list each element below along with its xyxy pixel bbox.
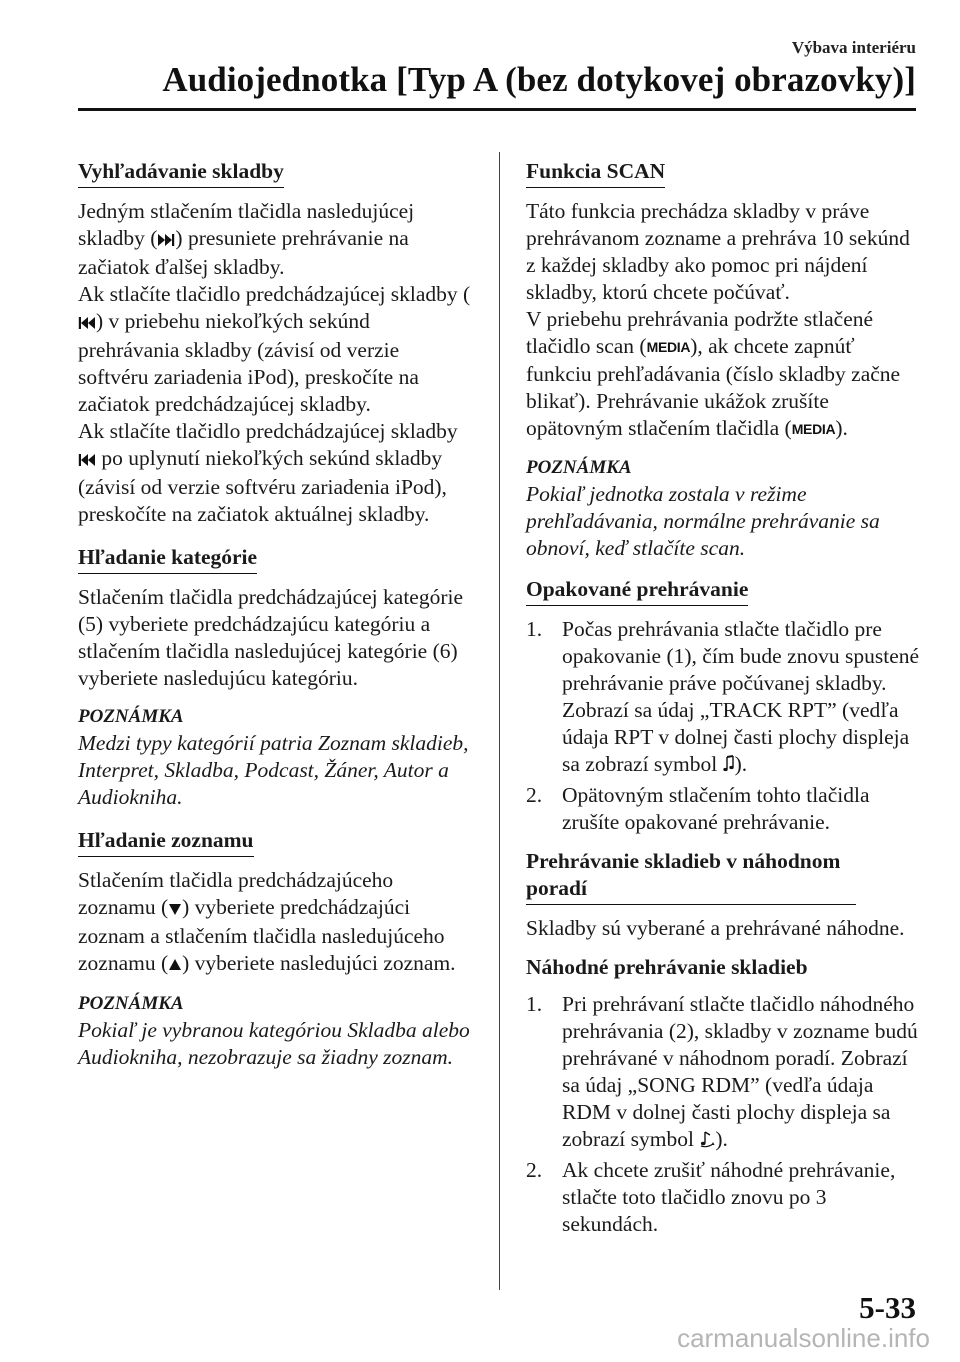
list-number: 2.	[526, 1157, 543, 1182]
text: Jedným stlačením tlačidla nasledujúcej skladby (	[78, 198, 415, 250]
watermark: carmanualsonline.info	[677, 1323, 930, 1353]
list-item	[526, 782, 920, 836]
note	[526, 455, 920, 562]
section-heading: Hľadanie zoznamu	[78, 827, 254, 857]
section-label: Výbava interiéru	[791, 38, 916, 57]
up-arrow-icon	[168, 952, 182, 979]
paragraph	[78, 867, 473, 979]
section-heading: Prehrávanie skladieb v náhodnom poradí	[526, 848, 856, 905]
scan-section	[526, 158, 920, 562]
text: po uplynutí niekoľkých sekúnd skladby (závisí od verzie softvéru zariadenia iPod), preskočíte na začiatok aktuálnej skladby.	[78, 445, 447, 526]
random-music-icon	[699, 1128, 715, 1155]
text: ), ak chcete zapnúť funkciu prehľadávania (číslo skladby začne blikať). Prehrávanie ukážok zrušíte opätovným stlačením tlačidla (	[526, 333, 901, 440]
list-number: 2.	[526, 782, 543, 807]
previous-track-icon	[78, 447, 96, 474]
section-heading: Hľadanie kategórie	[78, 544, 257, 574]
list-number: 1.	[526, 991, 543, 1016]
subheading: Náhodné prehrávanie skladieb	[526, 954, 808, 979]
page-title: Audiojednotka [Typ A (bez dotykovej obrazovky)]	[162, 60, 916, 99]
section-heading: Vyhľadávanie skladby	[78, 158, 284, 188]
paragraph	[78, 418, 473, 528]
paragraph	[78, 281, 473, 418]
category-search-section	[78, 544, 473, 811]
list-item	[526, 616, 920, 780]
text: ).	[734, 751, 748, 776]
header-rule	[78, 108, 916, 111]
previous-track-icon	[78, 310, 96, 337]
section-heading: Funkcia SCAN	[526, 158, 665, 188]
media-button-icon: MEDIA	[646, 338, 691, 355]
list-item	[526, 1157, 920, 1238]
note-text: Medzi typy kategórií patria Zoznam skladieb, Interpret, Skladba, Podcast, Žáner, Autor a Audiokniha.	[78, 730, 469, 809]
repeat-section	[526, 576, 920, 836]
note-text: Pokiaľ jednotka zostala v režime prehľadávania, normálne prehrávanie sa obnoví, keď stlačíte scan.	[526, 481, 880, 560]
text: Ak chcete zrušiť náhodné prehrávanie, stlačte toto tlačidlo znovu po 3 sekundách.	[562, 1157, 896, 1236]
text: V priebehu prehrávania podržte stlačené tlačidlo scan (	[526, 306, 874, 358]
list-search-section	[78, 827, 473, 1071]
note	[78, 704, 473, 811]
list-number: 1.	[526, 616, 543, 641]
paragraph: Táto funkcia prechádza skladby v práve prehrávanom zozname a prehráva 10 sekúnd z každej skladby ako pomoc pri nájdení skladby, ktorú chcete počúvať.	[526, 198, 910, 304]
numbered-list	[526, 616, 920, 836]
next-track-icon	[157, 227, 175, 254]
text: ) v priebehu niekoľkých sekúnd prehrávania skladby (závisí od verzie softvéru zariadenia iPod), preskočíte na začiatok predchádzajúcej skladby.	[78, 308, 419, 416]
text: ).	[715, 1126, 728, 1151]
text: ) presuniete prehrávanie na začiatok ďalšej skladby.	[78, 225, 409, 279]
random-section	[526, 848, 920, 1238]
text: Pri prehrávaní stlačte tlačidlo náhodného prehrávania (2), skladby v zozname budú prehrávané v náhodnom poradí. Zobrazí sa údaj „SONG RDM” (vedľa údaja RDM v dolnej časti plochy displeja sa zobrazí symbol	[562, 991, 918, 1151]
text: Ak stlačíte tlačidlo predchádzajúcej skladby (	[78, 281, 471, 306]
media-button-icon: MEDIA	[791, 420, 836, 437]
note-label: POZNÁMKA	[526, 456, 632, 478]
note-text: Pokiaľ je vybranou kategóriou Skladba alebo Audiokniha, nezobrazuje sa žiadny zoznam.	[78, 1017, 470, 1069]
note-label: POZNÁMKA	[78, 705, 184, 727]
column-divider	[499, 152, 500, 1290]
music-note-icon	[723, 753, 735, 780]
note	[78, 991, 473, 1071]
note-label: POZNÁMKA	[78, 992, 184, 1014]
numbered-list	[526, 991, 920, 1238]
down-arrow-icon	[168, 896, 182, 923]
text: Počas prehrávania stlačte tlačidlo pre opakovanie (1), čím bude znovu spustené prehrávanie práve počúvanej skladby. Zobrazí sa údaj „TRACK RPT” (vedľa údaja RPT v dolnej časti plochy displeja sa zobrazí symbol	[562, 616, 920, 776]
paragraph: Stlačením tlačidla predchádzajúcej kategórie (5) vyberiete predchádzajúcu kategóriu a stlačením tlačidla nasledujúcej kategórie (6) vyberiete nasledujúcu kategóriu.	[78, 584, 464, 690]
page-number: 5-33	[859, 1290, 916, 1325]
list-item	[526, 991, 920, 1155]
text: Stlačením tlačidla predchádzajúceho zoznamu (	[78, 867, 394, 919]
text: ).	[835, 415, 848, 440]
text: ) vyberiete nasledujúci zoznam.	[182, 950, 456, 975]
paragraph: Skladby sú vyberané a prehrávané náhodne.	[526, 915, 905, 940]
paragraph	[526, 306, 920, 443]
text: Opätovným stlačením tohto tlačidla zrušíte opakované prehrávanie.	[562, 782, 870, 834]
right-column	[526, 158, 920, 1250]
track-search-section	[78, 158, 473, 528]
left-column	[78, 158, 473, 1085]
paragraph	[78, 198, 473, 281]
section-heading: Opakované prehrávanie	[526, 576, 748, 606]
text: ) vyberiete predchádzajúci zoznam a stlačením tlačidla nasledujúceho zoznamu (	[78, 894, 445, 975]
text: Ak stlačíte tlačidlo predchádzajúcej skladby	[78, 418, 458, 443]
